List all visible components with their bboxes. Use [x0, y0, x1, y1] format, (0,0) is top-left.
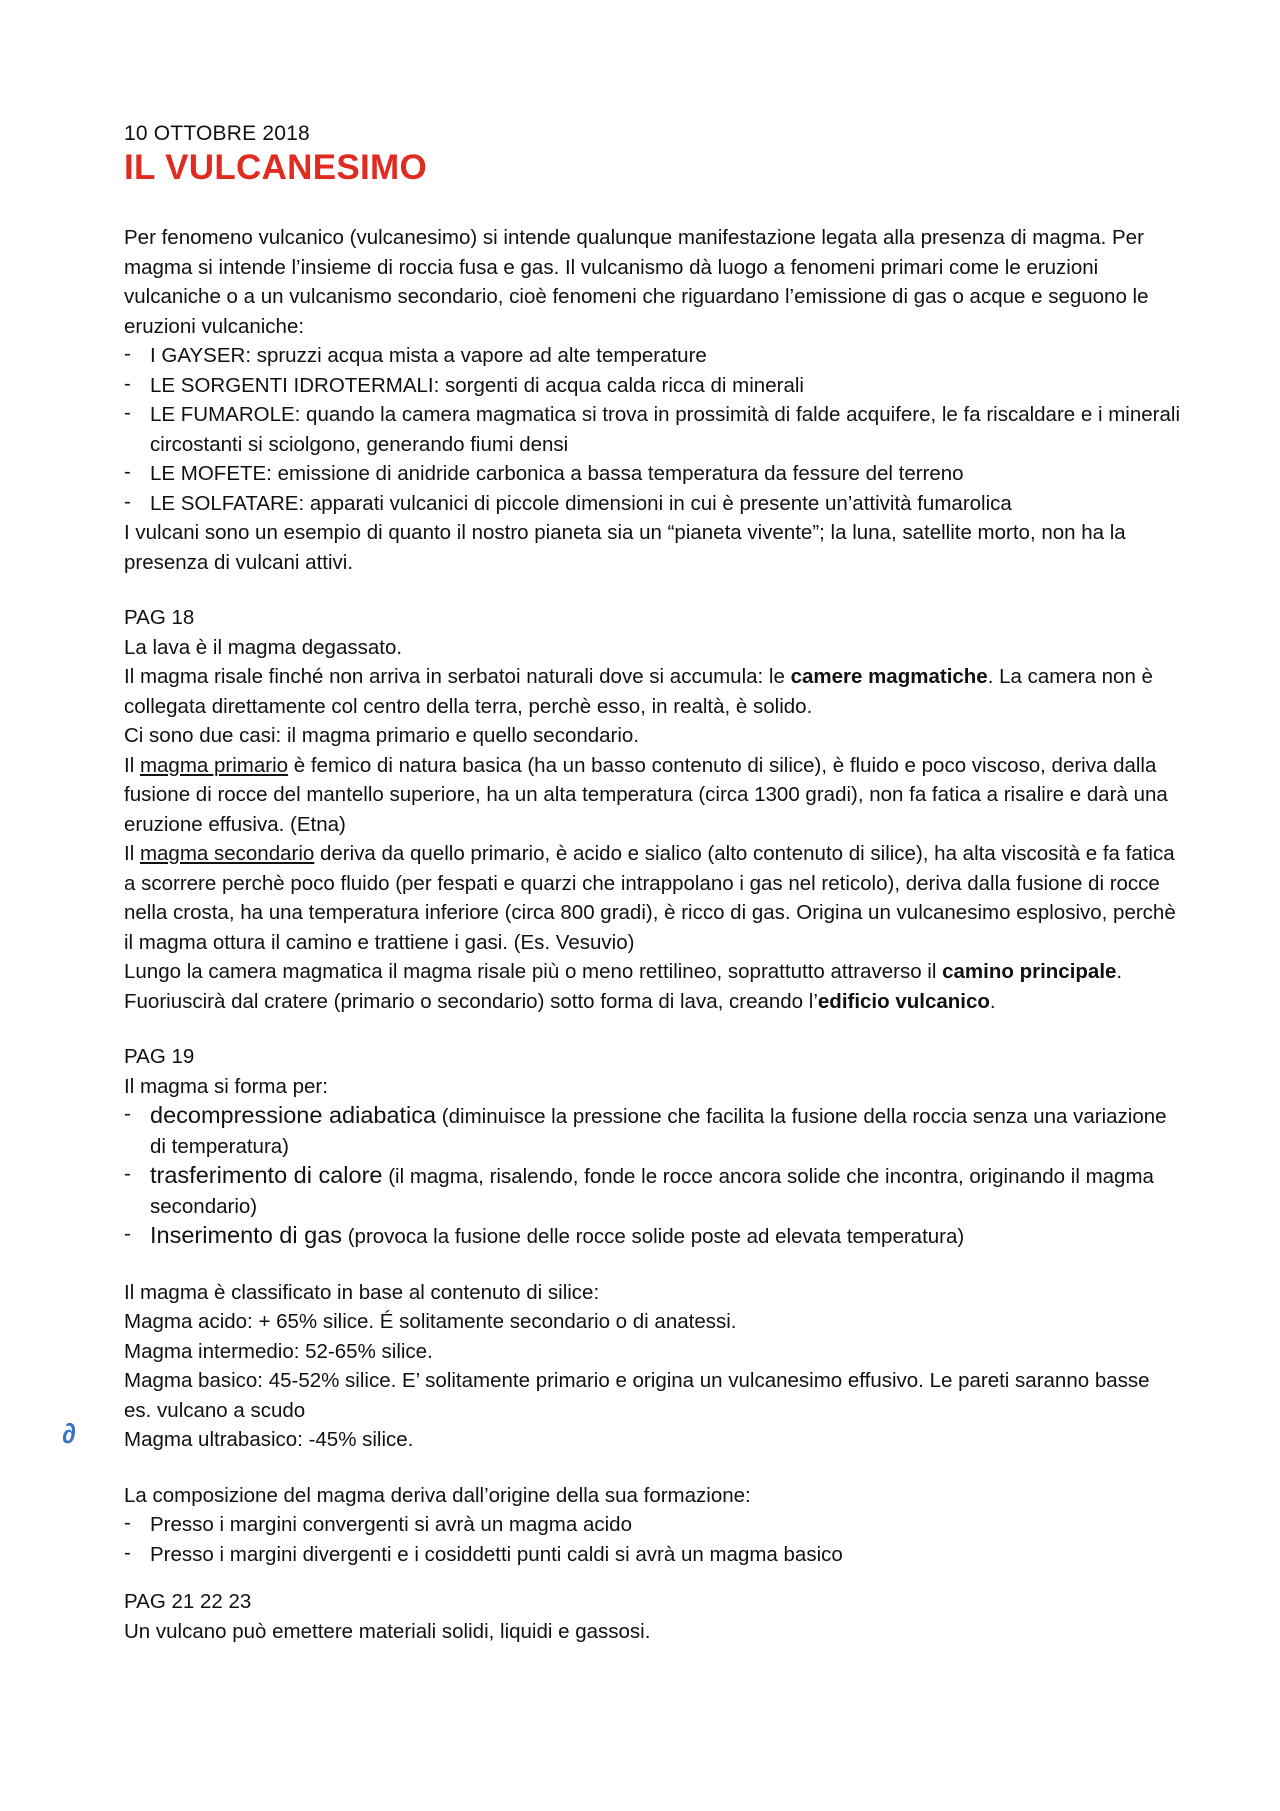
two-cases-paragraph: Ci sono due casi: il magma primario e quello secondario.	[124, 724, 640, 747]
date-heading: 10 OTTOBRE 2018	[124, 122, 310, 145]
margin-mark-icon: ∂	[62, 1418, 76, 1449]
list-item: - LE FUMAROLE: quando la camera magmatica si trova in prossimità di falde acquifere, le fa riscaldare e i minerali circostanti si sciolgono, generando fiumi densi	[124, 400, 1180, 459]
lava-definition: La lava è il magma degassato.	[124, 635, 403, 659]
dash-bullet-icon: -	[124, 489, 131, 513]
dash-bullet-icon: -	[124, 342, 131, 365]
magma-basic: Magma basico: 45-52% silice. E’ solitamente primario e origina un vulcanesimo effusivo. Le pareti saranno basse es. vulcano a scudo	[124, 1369, 1150, 1422]
magma-intermediate: Magma intermedio: 52-65% silice.	[124, 1339, 433, 1363]
classification-intro: Il magma è classificato in base al contenuto di silice:	[124, 1280, 600, 1304]
dash-bullet-icon: -	[124, 371, 131, 395]
dash-bullet-icon: -	[124, 1222, 131, 1245]
section-heading-pag18: PAG 18	[124, 606, 195, 629]
materials-paragraph: Un vulcano può emettere materiali solidi, liquidi e gassosi.	[124, 1619, 651, 1643]
term-magma-primario: magma primario	[139, 753, 289, 777]
secondary-phenomena-list	[124, 341, 1180, 518]
list-item: - I GAYSER: spruzzi acqua mista a vapore ad alte temperature	[124, 341, 1180, 371]
term-camino-principale: camino principale	[942, 960, 1117, 983]
term-edificio-vulcanico: edificio vulcanico	[817, 989, 990, 1013]
list-item: - decompressione adiabatica (diminuisce la pressione che facilita la fusione della roccia senza una variazione di temperatura)	[124, 1101, 1180, 1161]
list-item: - trasferimento di calore (il magma, risalendo, fonde le rocce ancora solide che incontra, originando il magma secondario)	[124, 1161, 1180, 1221]
dash-bullet-icon: -	[124, 460, 131, 483]
section-heading-pag21: PAG 21 22 23	[124, 1590, 252, 1613]
dash-bullet-icon: -	[124, 401, 131, 424]
section-heading-pag19: PAG 19	[124, 1045, 195, 1068]
magma-rise-paragraph: Il magma risale finché non arriva in serbatoi naturali dove si accumula: le camere magmatiche. La camera non è collegata direttamente col centro della terra, perchè esso, in realtà, è solido.	[124, 665, 1153, 718]
primary-magma-paragraph: Il magma primario è femico di natura basica (ha un basso contenuto di silice), è fluido e poco viscoso, deriva dalla fusione di rocce del mantello superiore, ha un alta temperatura (circa 1300 gradi), non fa fatica a risalire e darà una eruzione effusiva. (Etna)	[124, 753, 1168, 836]
composition-list	[124, 1510, 1180, 1569]
list-item: - LE MOFETE: emissione di anidride carbonica a bassa temperatura da fessure del terreno	[124, 459, 1180, 489]
magma-formation-list	[124, 1101, 1180, 1252]
intro-closing: I vulcani sono un esempio di quanto il nostro pianeta sia un “pianeta vivente”; la luna, satellite morto, non ha la presenza di vulcani attivi.	[124, 521, 1126, 574]
list-item: - LE SOLFATARE: apparati vulcanici di piccole dimensioni in cui è presente un’attività fumarolica	[124, 489, 1180, 519]
list-item: - Presso i margini convergenti si avrà un magma acido	[124, 1510, 1180, 1540]
composition-intro: La composizione del magma deriva dall’origine della sua formazione:	[124, 1483, 751, 1507]
camino-paragraph: Lungo la camera magmatica il magma risale più o meno rettilineo, soprattutto attraverso il camino principale. Fuoriuscirà dal cratere (primario o secondario) sotto forma di lava, creando l’edificio vulcanico.	[124, 960, 1123, 1013]
term-magma-secondario: magma secondario	[139, 842, 315, 865]
dash-bullet-icon: -	[124, 1102, 131, 1125]
dash-bullet-icon: -	[124, 1162, 131, 1185]
page-title: IL VULCANESIMO	[124, 148, 428, 187]
dash-bullet-icon: -	[124, 1540, 131, 1564]
magma-formation-intro: Il magma si forma per:	[124, 1074, 328, 1098]
dash-bullet-icon: -	[124, 1511, 131, 1534]
list-item: - Inserimento di gas (provoca la fusione delle rocce solide poste ad elevata temperatura)	[124, 1221, 1180, 1252]
magma-acid: Magma acido: + 65% silice. É solitamente secondario o di anatessi.	[124, 1310, 737, 1333]
intro-paragraph: Per fenomeno vulcanico (vulcanesimo) si intende qualunque manifestazione legata alla presenza di magma. Per magma si intende l’insieme di roccia fusa e gas. Il vulcanismo dà luogo a fenomeni primari come le eruzioni vulcaniche o a un vulcanismo secondario, cioè fenomeni che riguardano l’emissione di gas o acque e seguono le eruzioni vulcaniche:	[124, 226, 1149, 338]
secondary-magma-paragraph: Il magma secondario deriva da quello primario, è acido e sialico (alto contenuto di silice), ha alta viscosità e fa fatica a scorrere perchè poco fluido (per fespati e quarzi che intrappolano i gas nel reticolo), deriva dalla fusione di rocce nella crosta, ha una temperatura inferiore (circa 800 gradi), è ricco di gas. Origina un vulcanesimo esplosivo, perchè il magma ottura il camino e trattiene i gasi. (Es. Vesuvio)	[124, 842, 1176, 954]
list-item: - LE SORGENTI IDROTERMALI: sorgenti di acqua calda ricca di minerali	[124, 371, 1180, 401]
list-item: - Presso i margini divergenti e i cosiddetti punti caldi si avrà un magma basico	[124, 1540, 1180, 1570]
magma-ultrabasic: Magma ultrabasico: -45% silice.	[124, 1428, 414, 1451]
term-camere-magmatiche: camere magmatiche	[790, 665, 988, 688]
